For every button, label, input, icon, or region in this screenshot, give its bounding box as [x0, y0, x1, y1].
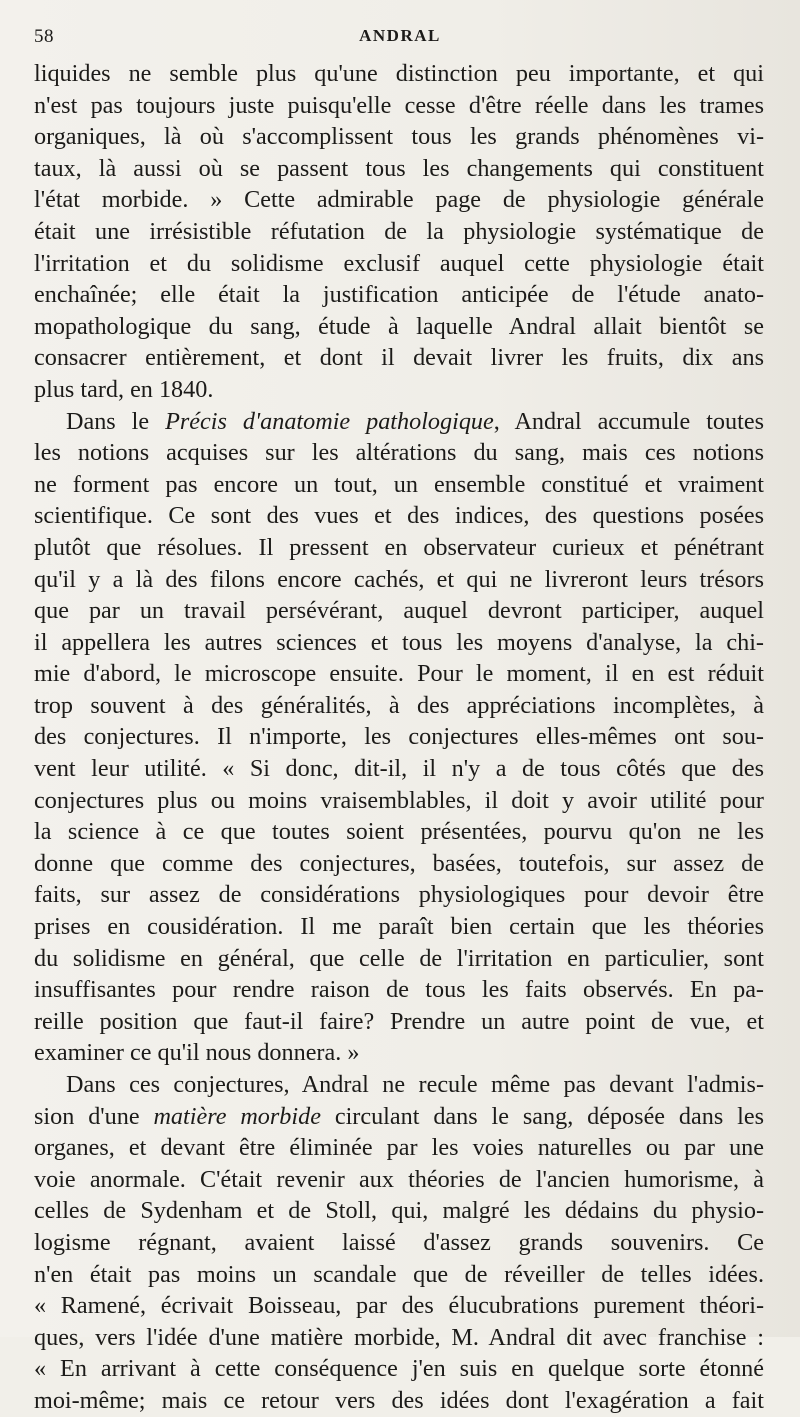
text-line: conjectures plus ou moins vraisemblables, il doit y avoir utilité pour [34, 786, 764, 814]
text-line: plus tard, en 1840. [34, 375, 214, 403]
text-line: taux, là aussi où se passent tous les changements qui constituent [34, 154, 764, 182]
text-line: du solidisme en général, que celle de l'irritation en particulier, sont [34, 944, 764, 972]
text-line: trop souvent à des généralités, à des appréciations incomplètes, à [34, 691, 764, 719]
text-line: logisme régnant, avaient laissé d'assez grands souvenirs. Ce [34, 1228, 764, 1256]
text-line: ne forment pas encore un tout, un ensemble constitué et vraiment [34, 470, 764, 498]
text-line: il appellera les autres sciences et tous les moyens d'analyse, la chi- [34, 628, 764, 656]
text-line: prises en cousidération. Il me paraît bien certain que les théories [34, 913, 764, 941]
text-line: organiques, là où s'accomplissent tous les grands phénomènes vi- [34, 123, 764, 151]
running-title: ANDRAL [359, 26, 441, 45]
text-line: donne que comme des conjectures, basées, toutefois, sur assez de [34, 849, 764, 877]
text-line: Dans ces conjectures, Andral ne recule même pas devant l'admis- [66, 1071, 764, 1098]
text-line: moi-même; mais ce retour vers des idées dont l'exagération a fait [34, 1386, 764, 1414]
text-line: n'en était pas moins un scandale que de réveiller de telles idées. [34, 1260, 764, 1288]
text-line: organes, et devant être éliminée par les voies naturelles ou par une [34, 1134, 764, 1162]
text-run: sion d'une [34, 1102, 154, 1130]
text-line: « Ramené, écrivait Boisseau, par des élucubrations purement théori- [34, 1292, 764, 1320]
text-line: que par un travail persévérant, auquel devront participer, auquel [34, 597, 764, 625]
text-line: insuffisantes pour rendre raison de tous les faits observés. En pa- [34, 976, 764, 1004]
text-line: voie anormale. C'était revenir aux théories de l'ancien humorisme, à [34, 1165, 764, 1193]
text-line: vent leur utilité. « Si donc, dit-il, il n'y a de tous côtés que des [34, 755, 764, 783]
paragraph-1 [34, 58, 764, 406]
text-line: consacrer entièrement, et dont il devait livrer les fruits, dix ans [34, 344, 764, 372]
text-line: la science à ce que toutes soient présentées, pourvu qu'on ne les [34, 818, 764, 846]
text-line [34, 1101, 764, 1133]
text-line: liquides ne semble plus qu'une distinction peu importante, et qui [34, 60, 764, 87]
text-line: celles de Sydenham et de Stoll, qui, malgré les dédains du physio- [34, 1197, 764, 1225]
text-line: qu'il y a là des filons encore cachés, et qui ne livreront leurs trésors [34, 565, 764, 593]
page-number: 58 [34, 26, 54, 47]
text-run: Dans le [66, 407, 166, 435]
paragraph-2 [34, 406, 764, 1069]
text-line: ques, vers l'idée d'une matière morbide, M. Andral dit avec franchise : [34, 1323, 764, 1351]
book-title: Précis d'anatomie pathologique [165, 407, 494, 435]
text-line [34, 406, 764, 438]
text-line: « En arrivant à cette conséquence j'en suis en quelque sorte étonné [34, 1355, 764, 1383]
text-line: mopathologique du sang, étude à laquelle Andral allait bientôt se [34, 312, 764, 340]
text-run: circulant dans le sang, déposée dans les [320, 1102, 764, 1130]
text-line: était une irrésistible réfutation de la physiologie systématique de [34, 217, 764, 245]
text-run: , Andral accumule toutes [493, 407, 764, 435]
text-line: n'est pas toujours juste puisqu'elle cesse d'être réelle dans les trames [34, 91, 764, 119]
text-line: examiner ce qu'il nous donnera. » [34, 1039, 360, 1067]
body-text [34, 58, 764, 1417]
text-line: des conjectures. Il n'importe, les conjectures elles-mêmes ont sou- [34, 723, 764, 751]
text-line: plutôt que résolues. Il pressent en observateur curieux et pénétrant [34, 533, 764, 561]
emphasis-term: matière morbide [153, 1102, 321, 1130]
text-line: mie d'abord, le microscope ensuite. Pour le moment, il en est réduit [34, 660, 764, 688]
text-line: l'état morbide. » Cette admirable page de physiologie générale [34, 186, 764, 214]
text-line: reille position que faut-il faire? Prendre un autre point de vue, et [34, 1007, 764, 1035]
paragraph-3 [34, 1069, 764, 1417]
text-line: scientifique. Ce sont des vues et des indices, des questions posées [34, 502, 764, 530]
text-line: enchaînée; elle était la justification anticipée de l'étude anato- [34, 281, 764, 309]
text-line: les notions acquises sur les altérations du sang, mais ces notions [34, 439, 764, 467]
text-line: faits, sur assez de considérations physiologiques pour devoir être [34, 881, 764, 909]
text-line: l'irritation et du solidisme exclusif auquel cette physiologie était [34, 249, 764, 277]
